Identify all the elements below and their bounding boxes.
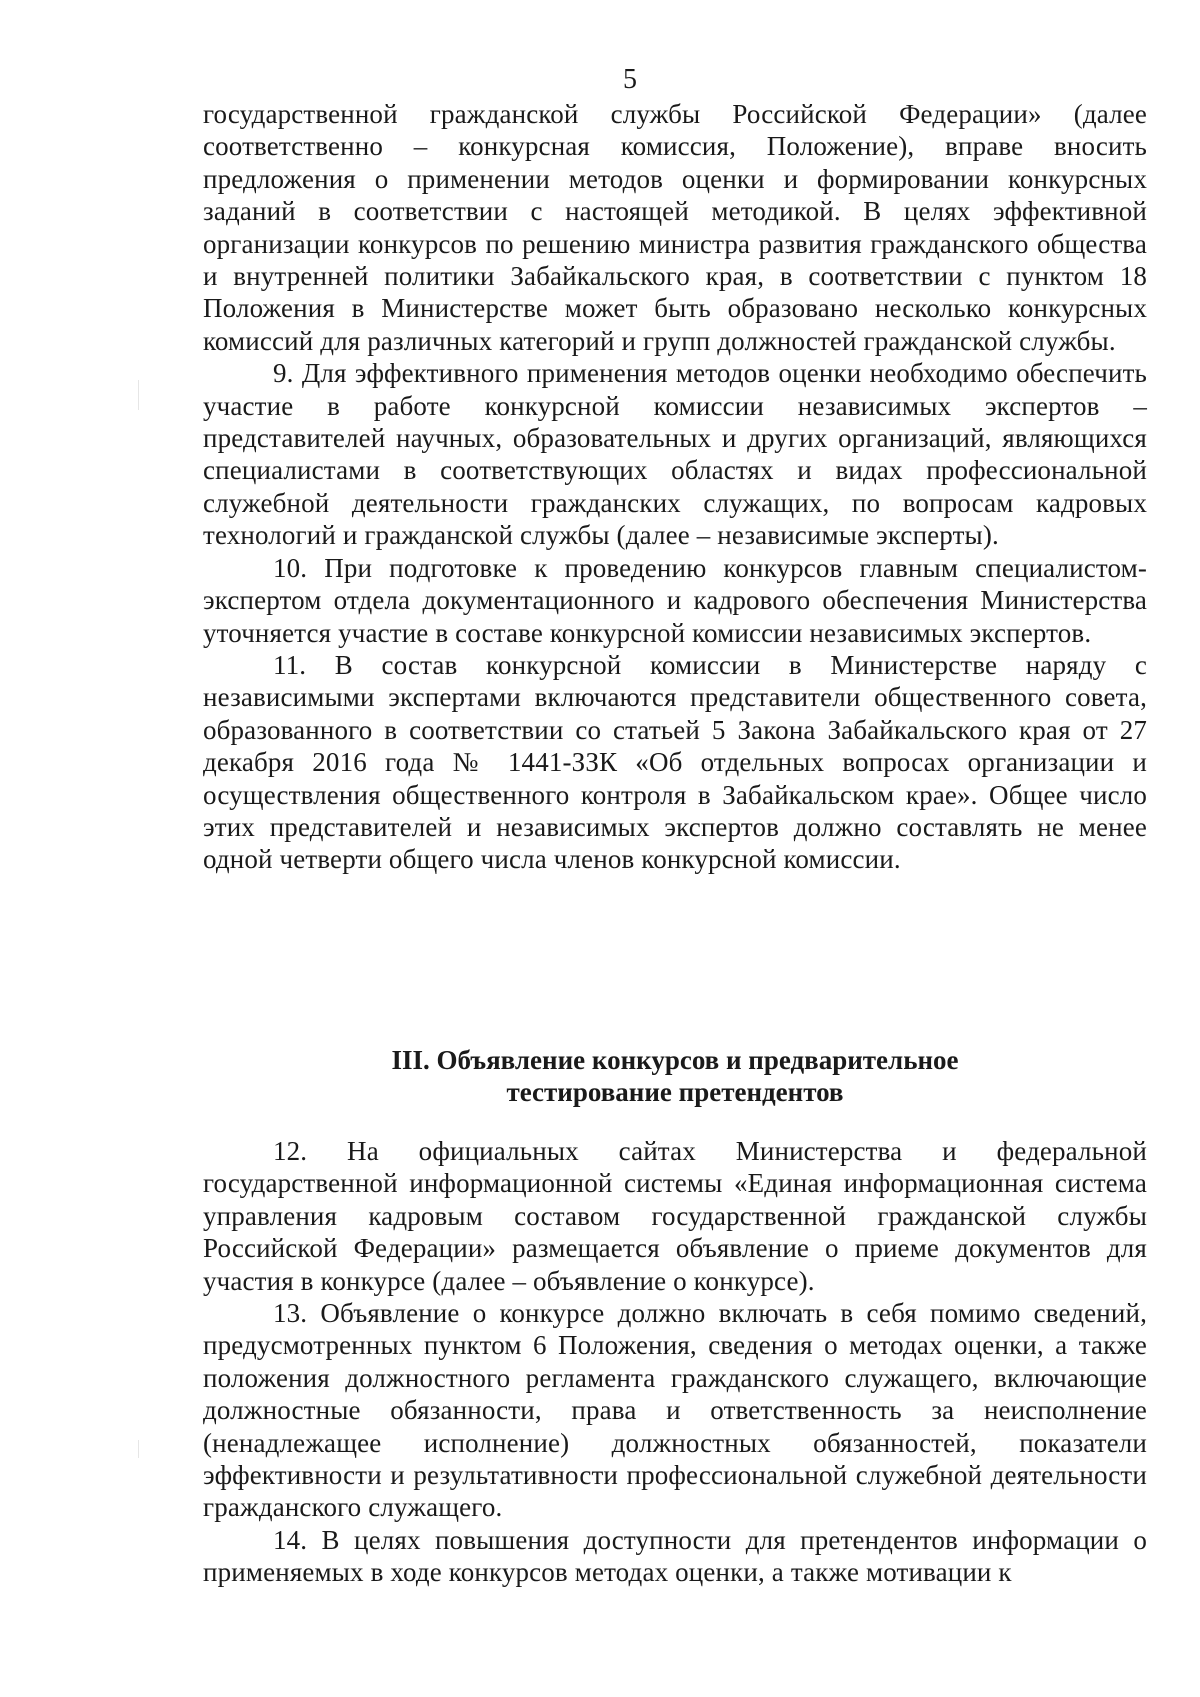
paragraph-13: 13. Объявление о конкурсе должно включать в себя помимо сведений, предусмотренных пунктом 6 Положения, сведения о методах оценки, а также положения должностного регламента гражданского служащего, включающие должностные обязанности, права и ответственность за неисполнение (ненадлежащее исполнение) должностных обязанностей, показатели эффективности и результативности профессиональной служебной деятельности гражданского служащего.: [203, 1298, 1147, 1523]
section-heading-line-2: тестирование претендентов: [506, 1077, 844, 1108]
paragraph-10: 10. При подготовке к проведению конкурсов главным специалистом-экспертом отдела документационного и кадрового обеспечения Министерства уточняется участие в составе конкурсной комиссии независимых экспертов.: [203, 552, 1147, 648]
section-heading-line-1: III. Объявление конкурсов и предварительное: [391, 1045, 959, 1075]
scan-margin-mark: [138, 1440, 139, 1458]
paragraph-11: 11. В состав конкурсной комиссии в Министерстве наряду с независимыми экспертами включаются представители общественного совета, образованного в соответствии со статьей 5 Закона Забайкальского края от 27 декабря 2016 года № 1441-ЗЗК «Об отдельных вопросах организации и осуществления общественного контроля в Забайкальском крае». Общее число этих представителей и независимых экспертов должно составлять не менее одной четверти общего числа членов конкурсной комиссии.: [203, 649, 1147, 875]
scan-margin-mark: [138, 380, 139, 410]
page-number: 5: [623, 64, 637, 95]
body-text-bottom: [203, 1135, 1147, 1589]
section-heading: [203, 1044, 1147, 1109]
paragraph-continuation: государственной гражданской службы Российской Федерации» (далее соответственно – конкурсная комиссия, Положение), вправе вносить предложения о применении методов оценки и формировании конкурсных заданий в соответствии с настоящей методикой. В целях эффективной организации конкурсов по решению министра развития гражданского общества и внутренней политики Забайкальского края, в соответствии с пунктом 18 Положения в Министерстве может быть образовано несколько конкурсных комиссий для различных категорий и групп должностей гражданской службы.: [203, 99, 1147, 356]
body-text-top: [203, 98, 1147, 876]
paragraph-14: 14. В целях повышения доступности для претендентов информации о применяемых в ходе конкурсов методах оценки, а также мотивации к: [203, 1524, 1147, 1588]
paragraph-12: 12. На официальных сайтах Министерства и федеральной государственной информационной системы «Единая информационная система управления кадровым составом государственной гражданской службы Российской Федерации» размещается объявление о приеме документов для участия в конкурсе (далее – объявление о конкурсе).: [203, 1136, 1147, 1296]
paragraph-9: 9. Для эффективного применения методов оценки необходимо обеспечить участие в работе конкурсной комиссии независимых экспертов – представителей научных, образовательных и других организаций, являющихся специалистами в соответствующих областях и видах профессиональной служебной деятельности гражданских служащих, по вопросам кадровых технологий и гражданской службы (далее – независимые эксперты).: [203, 358, 1147, 551]
